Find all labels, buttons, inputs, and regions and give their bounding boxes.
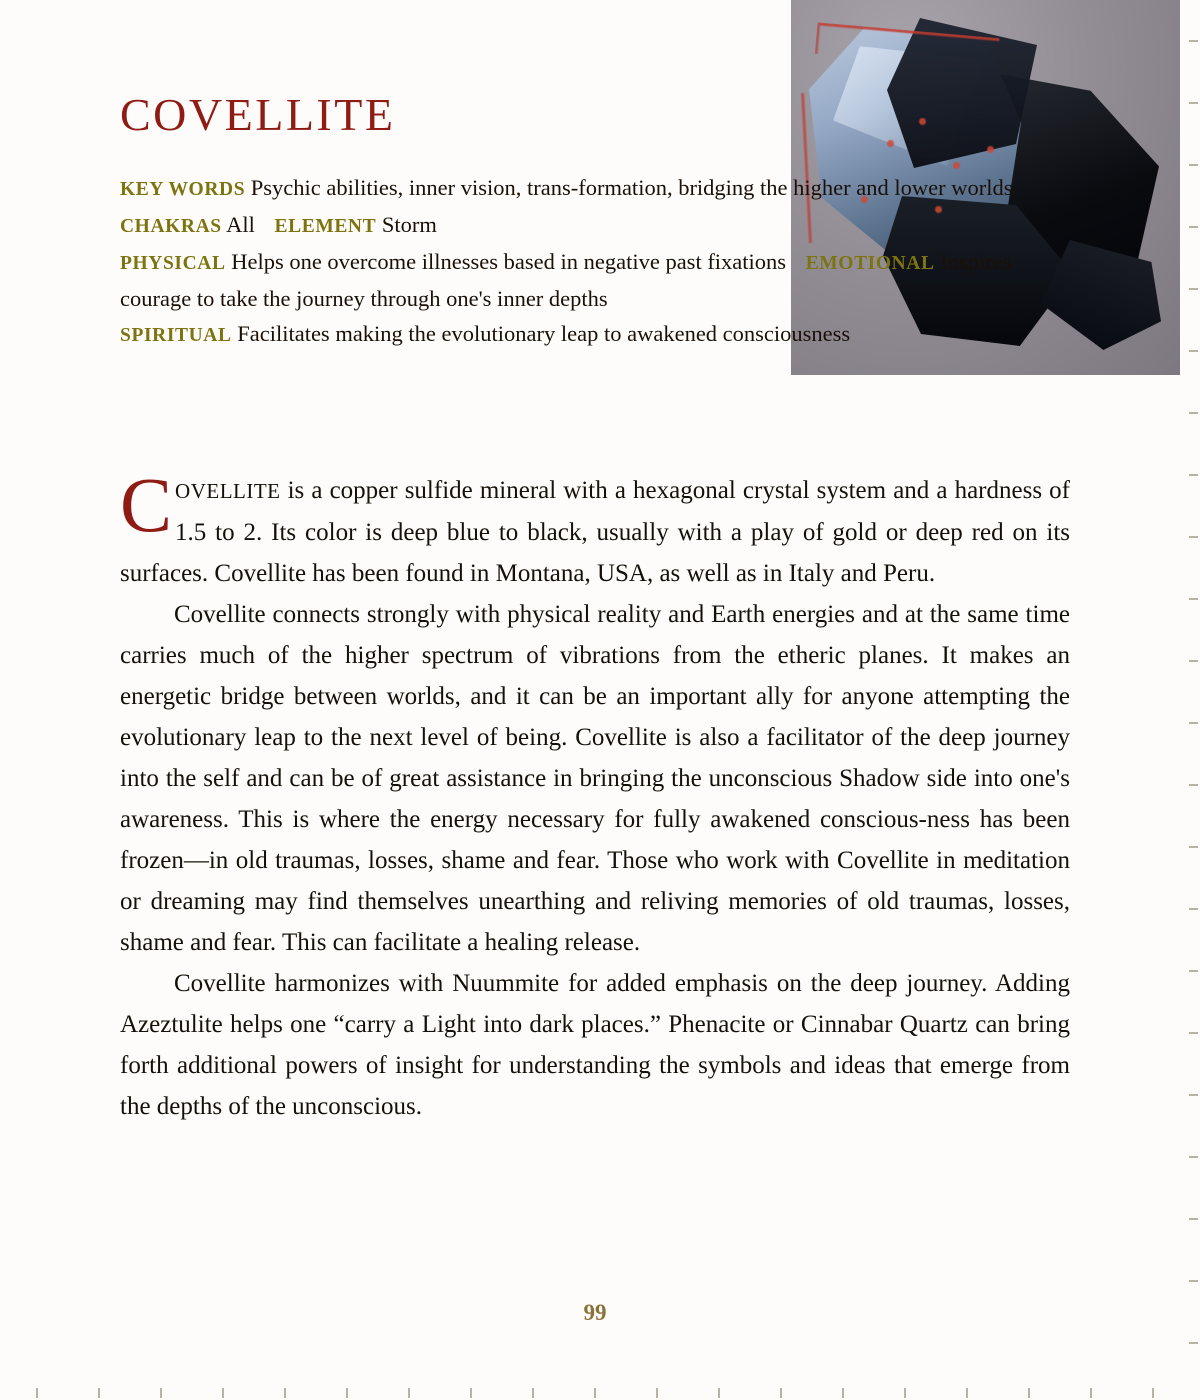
paragraph-1-text: is a copper sulfide mineral with a hexagonal crystal system and a hardness of 1.5 to 2. Its color is deep blue to black, usually with a play of gold or deep red on its surfaces. Covellite has been found in Montana, USA, as well as in Italy and Peru.: [120, 477, 1070, 587]
paragraph-1-lead: OVELLITE: [175, 479, 281, 503]
emotional-value: Inspires courage to take the journey through one's inner depths: [120, 249, 1012, 311]
key-words-label: KEY WORDS: [120, 179, 246, 200]
paragraph-1: [120, 461, 1070, 594]
emotional-label: EMOTIONAL: [805, 253, 935, 274]
red-fleck: [887, 140, 894, 147]
spiritual-label: SPIRITUAL: [120, 325, 232, 346]
element-value: Storm: [381, 212, 437, 237]
page-title: COVELLITE: [120, 89, 396, 140]
chakras-value: All: [226, 212, 255, 237]
element-label: ELEMENT: [274, 216, 377, 237]
trim-marks-bottom: [0, 1384, 1200, 1400]
spiritual-value: Facilitates making the evolutionary leap to awakened consciousness: [237, 321, 851, 346]
red-fleck: [919, 118, 926, 125]
paragraph-3: Covellite harmonizes with Nuummite for added emphasis on the deep journey. Adding Azeztulite helps one “carry a Light into dark places.” Phenacite or Cinnabar Quartz can bring forth additional powers of insight for understanding the symbols and ideas that emerge from the depths of the unconscious.: [120, 970, 1070, 1120]
physical-label: PHYSICAL: [120, 253, 226, 274]
chakras-label: CHAKRAS: [120, 216, 222, 237]
physical-value: Helps one overcome illnesses based in negative past fixations: [231, 249, 787, 274]
key-words-value: Psychic abilities, inner vision, trans-formation, bridging the higher and lower worlds: [250, 175, 1013, 200]
body-text: [120, 461, 1070, 1127]
page-number: 99: [583, 1300, 607, 1325]
drop-cap: C: [120, 461, 173, 548]
red-fleck: [953, 162, 960, 169]
trim-marks-right: [1186, 0, 1200, 1400]
paragraph-2: Covellite connects strongly with physical reality and Earth energies and at the same time carries much of the higher spectrum of vibrations from the etheric planes. It makes an energetic bridge between worlds, and it can be an important ally for anyone attempting the evolutionary leap to the next level of being. Covellite is also a facilitator of the deep journey into the self and can be of great assistance in bringing the unconscious Shadow side into one's awareness. This is where the energy necessary for fully awakened conscious-ness has been frozen—in old traumas, losses, shame and fear. Those who work with Covellite in meditation or dreaming may find themselves unearthing and reliving memories of old traumas, losses, shame and fear. This can facilitate a healing release.: [120, 601, 1070, 956]
attribute-block: [120, 170, 1050, 353]
red-fleck: [987, 146, 994, 153]
